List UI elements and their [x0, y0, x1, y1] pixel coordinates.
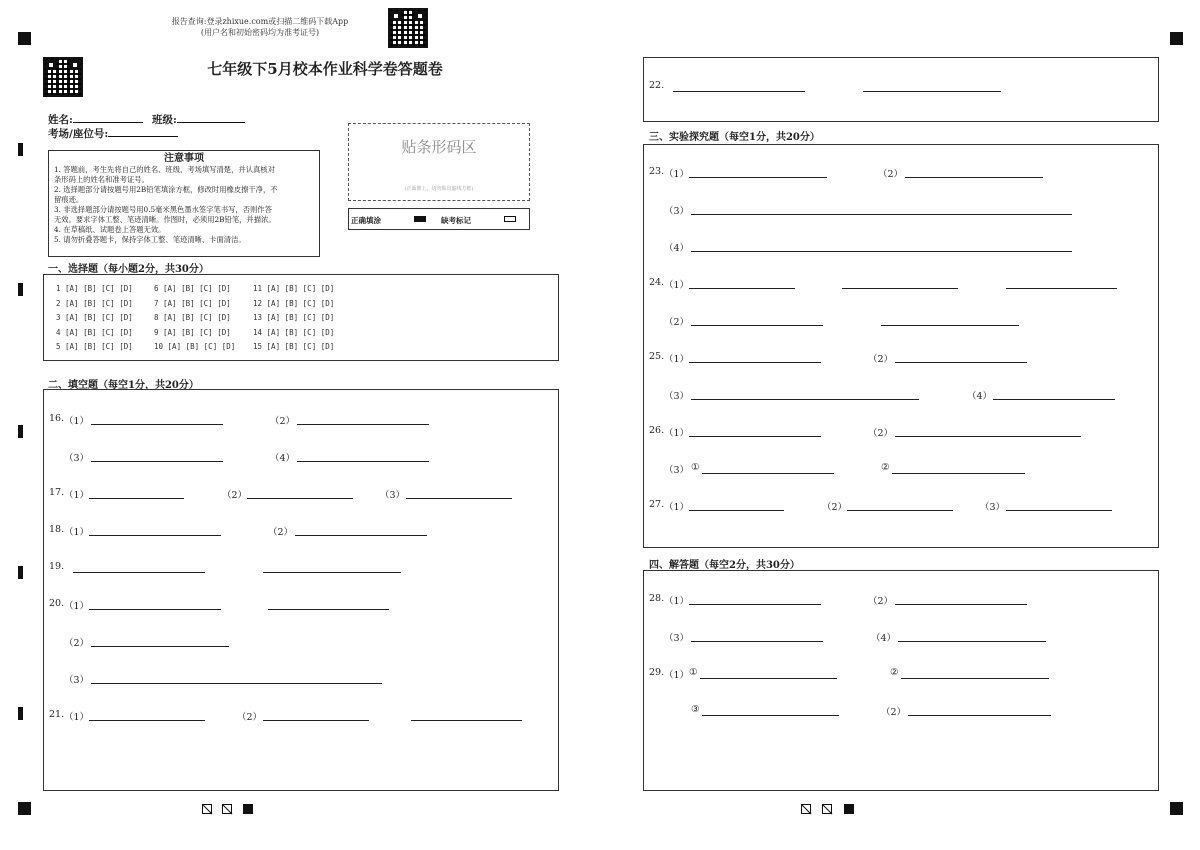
choice-column-1: [56, 284, 133, 357]
corner-mark: [18, 802, 31, 815]
timing-mark: [18, 425, 23, 438]
seat-label: 考场/座位号:: [48, 128, 109, 140]
answer-line: [263, 719, 369, 721]
q16-label: 16.: [49, 413, 65, 424]
q23-part1-label: （1）: [664, 169, 690, 180]
choice-column-3: [253, 284, 334, 357]
fill-answer-box: [43, 389, 559, 791]
answer-line: [689, 603, 821, 605]
q27-part2-label: （2）: [822, 502, 848, 513]
answer-line: [1006, 287, 1117, 289]
q17-label: 17.: [49, 487, 65, 498]
class-label: 班级:: [152, 114, 177, 126]
notice-line: 无效。要求字体工整、笔迹清晰。作图时，必须用2B铅笔，并描浓。: [54, 215, 276, 224]
answer-line: [905, 176, 1043, 178]
q16-part4-label: （4）: [270, 453, 296, 464]
q28-label: 28.: [649, 593, 665, 604]
notice-box: [48, 150, 320, 257]
answer-line: [91, 460, 223, 462]
notice-lines: [54, 165, 314, 245]
q26-part1-label: （1）: [664, 428, 690, 439]
notice-line: 3. 非选择题部分请按题号用0.5毫米黑色墨水签字笔书写，否则作答: [54, 205, 272, 214]
notice-line: 留痕迹。: [54, 195, 84, 204]
q22-label: 22.: [649, 80, 665, 91]
page-marker-filled: [243, 804, 253, 814]
answer-line: [689, 361, 821, 363]
answer-line: [263, 571, 401, 573]
q16-part3-label: （3）: [64, 453, 90, 464]
choice-row[interactable]: 12 [A] [B] [C] [D]: [253, 298, 335, 308]
answer-line: [898, 640, 1046, 642]
answer-line: [1006, 509, 1112, 511]
q25-part1-label: （1）: [664, 354, 690, 365]
answer-line: [691, 324, 823, 326]
q25-part2-label: （2）: [868, 354, 894, 365]
corner-mark: [1170, 802, 1183, 815]
answer-line: [691, 213, 1072, 215]
answer-line: [895, 361, 1027, 363]
class-underline: [177, 110, 245, 123]
notice-line: 2. 选择题部分请按题号用2B铅笔填涂方框，修改时用橡皮擦干净，不: [54, 185, 278, 194]
answer-line: [91, 682, 382, 684]
q23-part3-label: （3）: [664, 206, 690, 217]
q27-label: 27.: [649, 499, 665, 510]
answer-line: [993, 398, 1115, 400]
q19-label: 19.: [49, 561, 65, 572]
answer-line: [702, 714, 839, 716]
seat-underline: [108, 124, 178, 137]
answer-line: [689, 509, 784, 511]
q29-circle2: ②: [890, 667, 899, 678]
q26-part2-label: （2）: [868, 428, 894, 439]
page-marker-empty: [202, 804, 212, 814]
page-title: 七年级下5月校本作业科学卷答题卷: [207, 60, 443, 78]
section-title-fill: 二、填空题（每空1分，共20分）: [48, 380, 199, 391]
answer-line: [689, 435, 821, 437]
answer-line: [91, 423, 223, 425]
q17-part2-label: （2）: [222, 490, 248, 501]
answer-line: [895, 603, 1027, 605]
q24-part2-label: （2）: [664, 317, 690, 328]
q28-part3-label: （3）: [664, 633, 690, 644]
timing-mark: [18, 143, 23, 156]
answer-line: [702, 472, 834, 474]
q26-circle1: ①: [691, 462, 700, 473]
q29-part1-label: （1）: [664, 670, 690, 681]
barcode-area: [348, 123, 530, 201]
correct-fill-sample: [414, 216, 426, 222]
choice-row[interactable]: 3 [A] [B] [C] [D]: [56, 313, 133, 322]
section-title-answer: 四、解答题（每空2分，共30分）: [649, 560, 800, 571]
timing-mark: [18, 707, 23, 720]
q21-part2-label: （2）: [237, 712, 263, 723]
answer-line: [89, 497, 184, 499]
answer-line: [691, 640, 823, 642]
barcode-title: 贴条形码区: [401, 138, 477, 156]
choice-row[interactable]: 13 [A] [B] [C] [D]: [253, 313, 335, 322]
page-marker-empty: [801, 804, 811, 814]
absent-mark-label: 缺考标记: [441, 216, 471, 225]
answer-line: [295, 534, 427, 536]
answer-line: [89, 719, 205, 721]
q27-part3-label: （3）: [980, 502, 1006, 513]
absent-mark-checkbox[interactable]: [504, 216, 516, 222]
answer-line: [691, 398, 919, 400]
notice-line: 5. 请勿折叠答题卡，保持字体工整、笔迹清晰、卡面清洁。: [54, 235, 246, 244]
q18-part1-label: （1）: [64, 527, 90, 538]
name-underline: [73, 110, 143, 123]
q25-label: 25.: [649, 351, 665, 362]
answer-line: [89, 534, 221, 536]
answer-line: [673, 90, 805, 92]
corner-mark: [1170, 32, 1183, 45]
q20-label: 20.: [49, 598, 65, 609]
answer-line: [901, 677, 1049, 679]
q29-part2-label: （2）: [881, 707, 907, 718]
choice-column-2: [154, 284, 235, 357]
answer-line: [847, 509, 953, 511]
answer-line: [411, 719, 522, 721]
barcode-note: (正面朝上，切勿贴出虚线方框): [404, 186, 474, 192]
page-marker-empty: [222, 804, 232, 814]
notice-title: 注意事项: [164, 153, 204, 164]
q29-circle3: ③: [691, 704, 700, 715]
choice-row[interactable]: 15 [A] [B] [C] [D]: [253, 342, 335, 351]
answer-line: [689, 287, 795, 289]
answer-line: [881, 324, 1019, 326]
q21-label: 21.: [49, 709, 65, 720]
choice-row[interactable]: 10 [A] [B] [C] [D]: [154, 342, 236, 351]
choice-row[interactable]: 9 [A] [B] [C] [D]: [154, 327, 231, 337]
page-marker-filled: [844, 804, 854, 814]
q23-part4-label: （4）: [664, 243, 690, 254]
answer-line: [700, 677, 837, 679]
q29-circle1: ①: [689, 667, 698, 678]
notice-line: 条形码上的姓名和准考证号。: [54, 175, 149, 184]
q21-part1-label: （1）: [64, 712, 90, 723]
answer-line: [863, 90, 1001, 92]
answer-line: [268, 608, 389, 610]
choice-answer-box: [43, 274, 559, 361]
q18-part2-label: （2）: [268, 527, 294, 538]
answer-line: [406, 497, 512, 499]
choice-row[interactable]: 2 [A] [B] [C] [D]: [56, 298, 133, 308]
report-line-1: 报告查询:登录zhixue.com或扫描二维码下载App: [171, 17, 349, 26]
q18-label: 18.: [49, 524, 65, 535]
choice-row[interactable]: 4 [A] [B] [C] [D]: [56, 327, 133, 337]
experiment-answer-box: [643, 144, 1159, 548]
report-query-text: [150, 16, 370, 38]
q25-part3-label: （3）: [664, 391, 690, 402]
answer-line: [297, 460, 429, 462]
q16-part2-label: （2）: [270, 416, 296, 427]
answer-line: [908, 714, 1051, 716]
q24-label: 24.: [649, 277, 665, 288]
timing-mark: [18, 283, 23, 296]
answer-line: [91, 645, 229, 647]
q16-part1-label: （1）: [64, 416, 90, 427]
answer-line: [842, 287, 958, 289]
q23-part2-label: （2）: [878, 169, 904, 180]
q29-label: 29.: [649, 667, 665, 678]
choice-row[interactable]: 1 [A] [B] [C] [D]: [56, 284, 133, 293]
choice-row[interactable]: 7 [A] [B] [C] [D]: [154, 298, 231, 308]
answer-line: [895, 435, 1081, 437]
answer-line: [247, 497, 353, 499]
q28-part1-label: （1）: [664, 596, 690, 607]
notice-line: 4. 在草稿纸、试题卷上答题无效。: [54, 225, 166, 234]
notice-line: 1. 答题前，考生先将自己的姓名、班级、考场填写清楚，并认真核对: [54, 165, 275, 174]
qr-code: [388, 8, 428, 48]
answer-line: [89, 608, 221, 610]
seat-field[interactable]: [48, 124, 178, 141]
choice-row[interactable]: 5 [A] [B] [C] [D]: [56, 342, 133, 351]
fill-legend: [348, 208, 530, 230]
section-title-choice: 一、选择题（每小题2分，共30分）: [48, 264, 209, 275]
name-label: 姓名:: [48, 114, 73, 126]
q26-part3-label: （3）: [664, 465, 690, 476]
corner-mark: [18, 32, 31, 45]
q24-part1-label: （1）: [664, 280, 690, 291]
q20-part1-label: （1）: [64, 601, 90, 612]
answer-line: [691, 250, 1072, 252]
answer-line: [297, 423, 429, 425]
choice-row[interactable]: 11 [A] [B] [C] [D]: [253, 284, 335, 293]
q28-part2-label: （2）: [868, 596, 894, 607]
q26-circle2: ②: [881, 462, 890, 473]
choice-row[interactable]: 8 [A] [B] [C] [D]: [154, 313, 231, 322]
q27-part1-label: （1）: [664, 502, 690, 513]
section-title-experiment: 三、实验探究题（每空1分，共20分）: [649, 132, 820, 143]
q17-part3-label: （3）: [380, 490, 406, 501]
q20-part3-label: （3）: [64, 675, 90, 686]
page-marker-empty: [822, 804, 832, 814]
q20-part2-label: （2）: [64, 638, 90, 649]
correct-fill-label: 正确填涂: [351, 216, 381, 225]
report-line-2: (用户名和初始密码均为准考证号): [200, 28, 320, 37]
q25-part4-label: （4）: [967, 391, 993, 402]
answer-line: [892, 472, 1025, 474]
q26-label: 26.: [649, 425, 665, 436]
choice-row[interactable]: 6 [A] [B] [C] [D]: [154, 284, 231, 293]
q17-part1-label: （1）: [64, 490, 90, 501]
answer-line: [689, 176, 827, 178]
q28-part4-label: （4）: [871, 633, 897, 644]
timing-mark: [18, 566, 23, 579]
q23-label: 23.: [649, 166, 665, 177]
student-qr-code: [43, 57, 83, 97]
choice-row[interactable]: 14 [A] [B] [C] [D]: [253, 327, 335, 337]
answer-line: [73, 571, 205, 573]
